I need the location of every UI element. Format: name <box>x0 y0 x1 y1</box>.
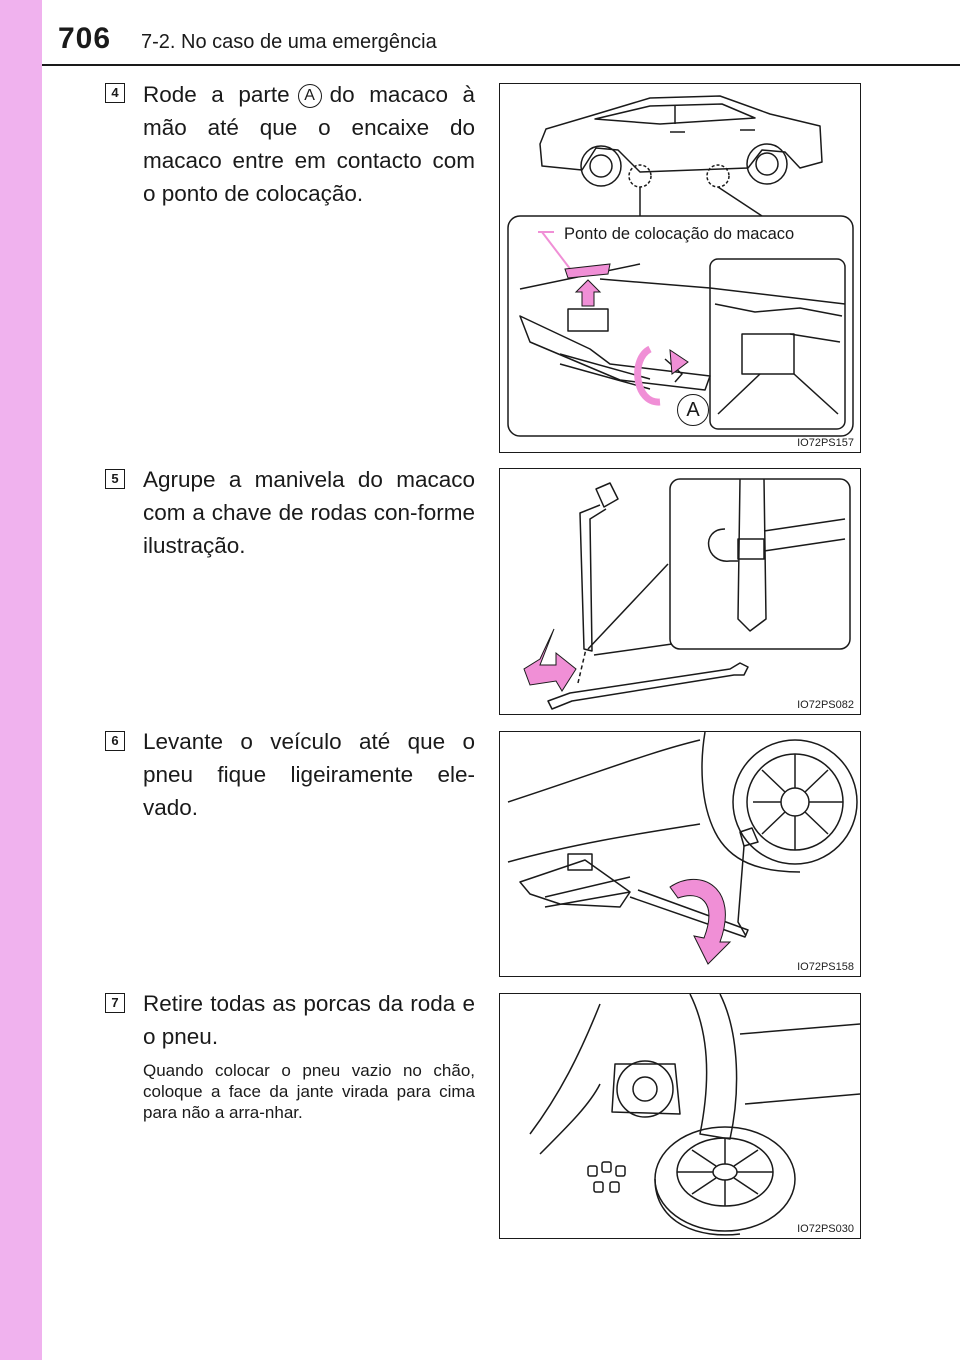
step-number-badge: 5 <box>105 469 125 489</box>
crank-assembly-illustration <box>500 469 861 715</box>
figure-remove-wheel <box>499 993 861 1239</box>
step-7-note: Quando colocar o pneu vazio no chão, coloque a face da jante virada para cima para não a arra-nhar. <box>143 1061 475 1122</box>
jack-point-callout-label: Ponto de colocação do macaco <box>564 225 795 243</box>
raise-vehicle-illustration <box>500 732 861 977</box>
figure-crank-assembly <box>499 468 861 715</box>
section-title: 7-2. No caso de uma emergência <box>141 31 437 53</box>
header-rule <box>42 64 960 66</box>
part-a-marker: A <box>298 84 322 108</box>
figure-code: IO72PS082 <box>797 699 854 711</box>
side-color-band <box>0 0 42 1360</box>
step-6-text: Levante o veículo até que o pneu fique ligeiramente ele-vado. <box>143 729 475 820</box>
jack-placement-illustration <box>500 84 861 453</box>
figure-jack-placement <box>499 83 861 453</box>
remove-wheel-illustration <box>500 994 861 1239</box>
step-7-text: Retire todas as porcas da roda e o pneu. <box>143 991 475 1049</box>
step-4-text <box>143 78 475 210</box>
step-number-badge: 4 <box>105 83 125 103</box>
step-number-badge: 7 <box>105 993 125 1013</box>
step-4-text-before: Rode a parte <box>143 82 290 107</box>
figure-raise-vehicle <box>499 731 861 977</box>
step-4-text-after: do macaco à mão até que o encaixe do macaco entre em contacto com o ponto de colocação. <box>143 82 476 206</box>
page-number: 706 <box>58 22 112 55</box>
figure-code: IO72PS157 <box>797 437 854 449</box>
step-5-text: Agrupe a manivela do macaco com a chave de rodas con-forme ilustração. <box>143 467 475 558</box>
figure-code: IO72PS030 <box>797 1223 854 1235</box>
figure-code: IO72PS158 <box>797 961 854 973</box>
figure-part-a-marker: A <box>677 394 709 426</box>
step-number-badge: 6 <box>105 731 125 751</box>
